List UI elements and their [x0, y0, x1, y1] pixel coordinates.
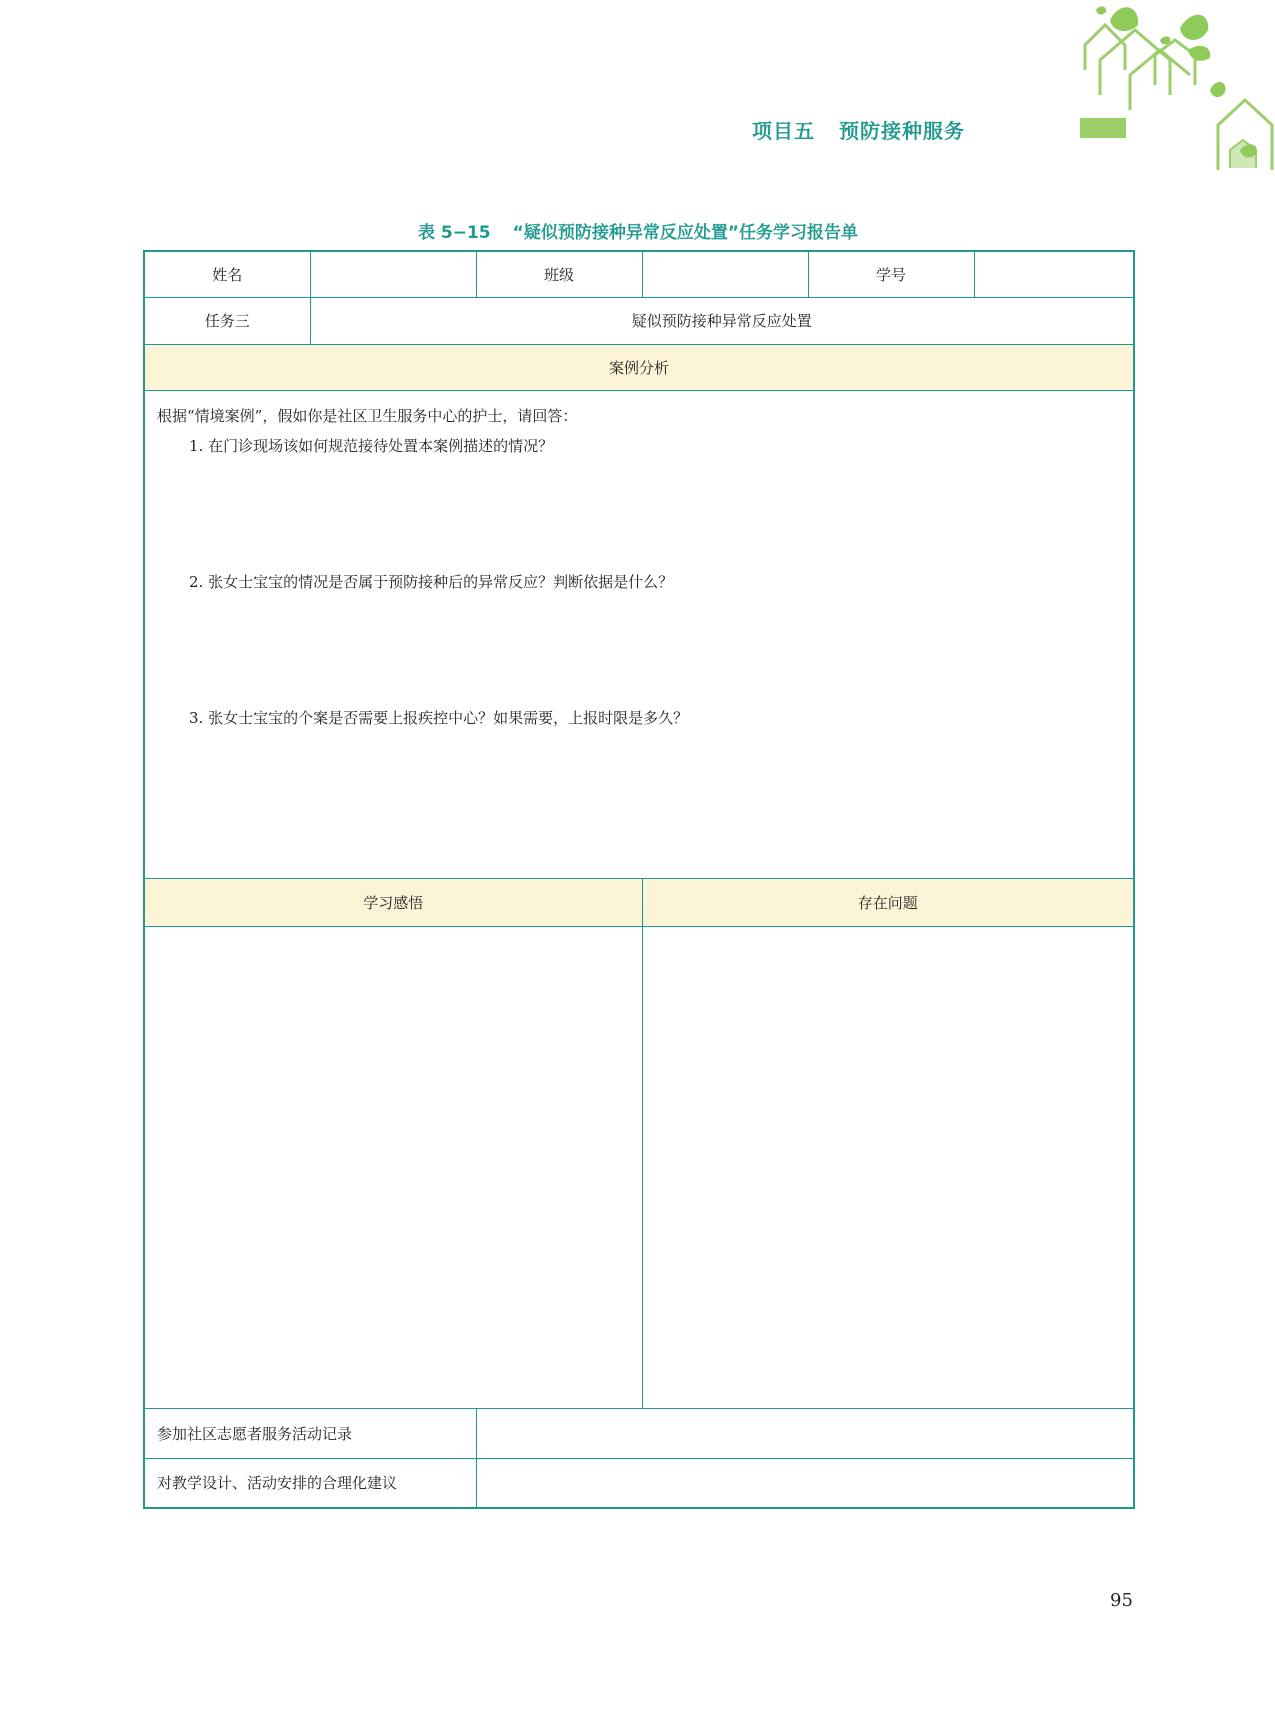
- student-id-label: 学号: [808, 251, 974, 297]
- task-label: 任务三: [144, 297, 310, 344]
- decorative-houses-leaves-icon: [1060, 0, 1275, 185]
- table-row: [144, 344, 1134, 390]
- class-label: 班级: [476, 251, 642, 297]
- chapter-header: [752, 115, 965, 144]
- volunteer-record-label: 参加社区志愿者服务活动记录: [144, 1408, 476, 1458]
- report-table: [143, 250, 1135, 1509]
- table-row: [144, 390, 1134, 878]
- question-2: 2. 张女士宝宝的情况是否属于预防接种后的异常反应？判断依据是什么？: [189, 572, 674, 591]
- chapter-number: 项目五: [752, 119, 815, 143]
- table-row: [144, 926, 1134, 1408]
- table-row: [144, 297, 1134, 344]
- name-label: 姓名: [144, 251, 310, 297]
- case-analysis-intro: 根据“情境案例”，假如你是社区卫生服务中心的护士，请回答：: [157, 406, 578, 425]
- table-row: [144, 878, 1134, 926]
- table-number: 表 5−15: [417, 223, 491, 243]
- case-analysis-heading: 案例分析: [144, 344, 1134, 390]
- table-row: [144, 1458, 1134, 1508]
- case-analysis-answer-area[interactable]: [144, 390, 1134, 878]
- header-bar: [1080, 118, 1126, 138]
- question-1: 1. 在门诊现场该如何规范接待处置本案例描述的情况？: [189, 436, 554, 455]
- student-id-field[interactable]: [974, 251, 1134, 297]
- table-row: [144, 251, 1134, 297]
- problems-area[interactable]: [642, 926, 1134, 1408]
- reflection-area[interactable]: [144, 926, 642, 1408]
- suggestion-field[interactable]: [476, 1458, 1134, 1508]
- table-row: [144, 1408, 1134, 1458]
- task-value: 疑似预防接种异常反应处置: [310, 297, 1134, 344]
- table-title-text: “疑似预防接种异常反应处置”任务学习报告单: [512, 223, 858, 243]
- class-field[interactable]: [642, 251, 808, 297]
- suggestion-label: 对教学设计、活动安排的合理化建议: [144, 1458, 476, 1508]
- chapter-title: 预防接种服务: [839, 119, 965, 143]
- table-title: [143, 218, 1133, 243]
- problems-heading: 存在问题: [642, 878, 1134, 926]
- page-number: 95: [1110, 1590, 1133, 1611]
- reflection-heading: 学习感悟: [144, 878, 642, 926]
- volunteer-record-field[interactable]: [476, 1408, 1134, 1458]
- question-3: 3. 张女士宝宝的个案是否需要上报疾控中心？如果需要，上报时限是多久？: [189, 708, 689, 727]
- name-field[interactable]: [310, 251, 476, 297]
